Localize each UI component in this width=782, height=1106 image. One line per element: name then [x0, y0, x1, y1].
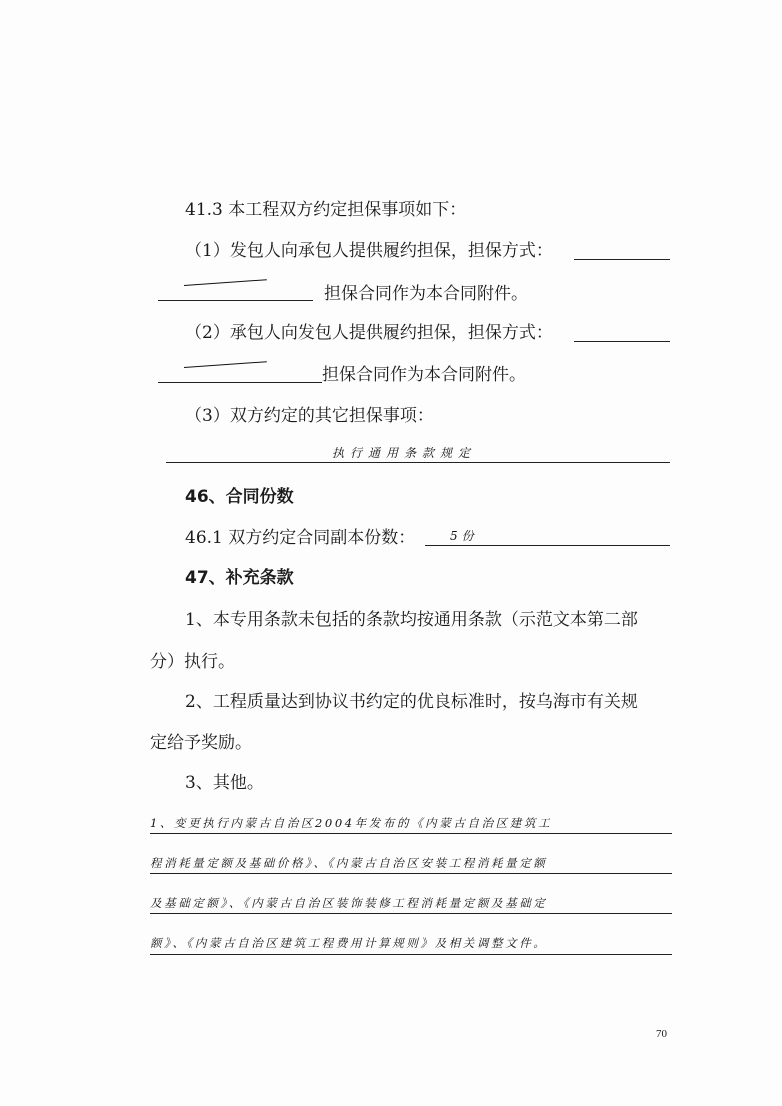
section-47-p1-line1: 1、本专用条款未包括的条款均按通用条款（示范文本第二部 [185, 610, 638, 630]
item1-strike-mark [184, 279, 267, 286]
handwritten-rule-2 [150, 873, 672, 874]
section-46-title: 46、合同份数 [185, 487, 294, 507]
page-number: 70 [656, 1028, 667, 1040]
section-47-p2-line1: 2、工程质量达到协议书约定的优良标准时，按乌海市有关规 [185, 692, 638, 712]
item1-fill-line-1 [574, 259, 670, 260]
handwritten-rule-4 [150, 954, 672, 955]
handwritten-rule-3 [150, 913, 672, 914]
section-47-p3: 3、其他。 [185, 773, 264, 793]
handwritten-line-3: 及基础定额》、《内蒙古自治区装饰装修工程消耗量定额及基础定 [150, 896, 548, 910]
handwritten-rule-1 [150, 833, 672, 834]
item2-strike-mark [184, 361, 267, 368]
handwritten-line-4: 额》、《内蒙古自治区建筑工程费用计算规则》及相关调整文件。 [150, 936, 548, 950]
section-47-p2-line2: 定给予奖励。 [150, 733, 252, 753]
clause-41-3-item2-suffix: 担保合同作为本合同附件。 [322, 365, 526, 385]
clause-41-3-item3-prefix: （3）双方约定的其它担保事项： [185, 406, 434, 426]
section-47-title: 47、补充条款 [185, 568, 294, 588]
item2-fill-line-1 [574, 341, 670, 342]
section-46-1-line: 46.1 双方约定合同副本份数： [185, 528, 416, 548]
item3-fill-line [166, 462, 670, 463]
clause-41-3-item2-prefix: （2）承包人向发包人提供履约担保，担保方式： [185, 323, 553, 343]
copies-handwritten-value: 5份 [450, 529, 478, 543]
item2-fill-line-2 [158, 382, 322, 383]
item3-handwritten-text: 执行通用条款规定 [332, 446, 477, 460]
item1-fill-line-2 [158, 300, 313, 301]
handwritten-line-2: 程消耗量定额及基础价格》、《内蒙古自治区安装工程消耗量定额 [150, 856, 548, 870]
handwritten-line-1: 1、变更执行内蒙古自治区2004年发布的《内蒙古自治区建筑工 [150, 816, 553, 830]
clause-41-3-heading: 41.3 本工程双方约定担保事项如下： [185, 200, 467, 220]
clause-41-3-item1-suffix: 担保合同作为本合同附件。 [324, 284, 528, 304]
section-47-p1-line2: 分）执行。 [150, 652, 235, 672]
copies-fill-line [425, 545, 670, 546]
clause-41-3-item1-prefix: （1）发包人向承包人提供履约担保，担保方式： [185, 241, 553, 261]
